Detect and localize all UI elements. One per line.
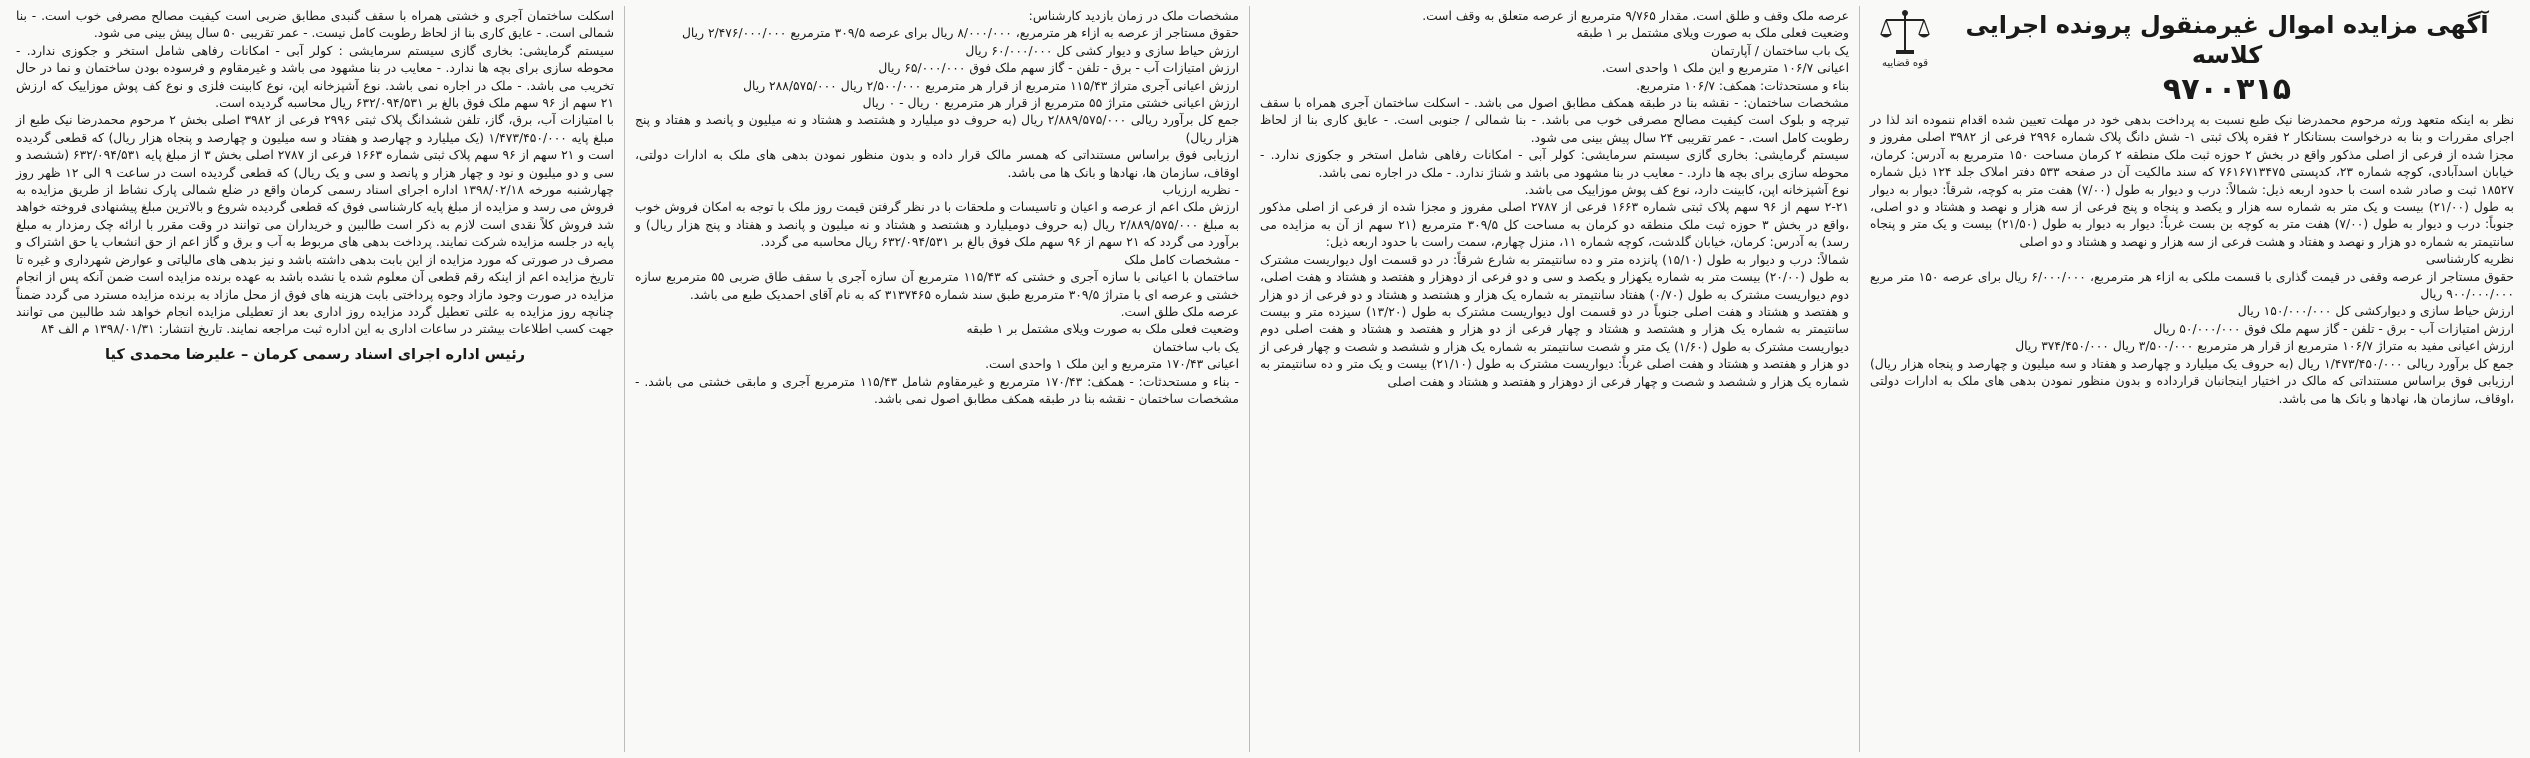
utilities-value: ارزش امتیازات آب - برق - تلفن - گاز سهم ملک فوق ۵۰/۰۰۰/۰۰۰ ریال [2153, 321, 2514, 336]
notice-title: آگهی مزایده اموال غیرمنقول پرونده اجرایی کلاسه [1965, 11, 2489, 69]
notice-header [1870, 8, 2514, 108]
skeleton-specs: اسکلت ساختمان آجری و خشتی همراه با سقف گنبدی مطابق ضربی است کیفیت مصالح مصرفی خوب است. - بنا شمالی است. - عایق کاری بنا از لحاظ رطوبت کامل نیست. - عمر تقریبی ۵۰ سال پیش بینی می شود. [16, 9, 614, 41]
land-status: عرصه ملک وقف و طلق است. مقدار ۹/۷۶۵ مترمربع از عرصه متعلق به وقف است. [1422, 9, 1849, 23]
appraiser-opinion-heading: - نظریه ارزیاب [1162, 183, 1239, 198]
utilities-value-2: ارزش امتیازات آب - برق - تلفن - گاز سهم ملک فوق ۶۵/۰۰۰/۰۰۰ ریال [878, 61, 1239, 76]
property-2-boundaries: شمالاً: درب و دیوار به طول (۱۵/۱۰) پانزده متر و ده سانتیمتر به شارع شرقاً: در دو قسمت اول دیواریست مشترک به طول (۲۰/۰۰) بیست متر به شماره یکهزار و یکصد و سی و دو فرعی از دوهزار و هفتصد و هشتاد و هفت اصلی، دوم دیواریست مشترک به طول (۰/۷۰) هفتاد سانتیمتر به شماره یک هزار و هشتصد و هشتاد و دو فرعی از دو هزار و هفتصد و هشتاد و هفت اصلی جنوباً در دو قسمت اول دیواریست مشترک به طول (۱۳/۲۰) سیزده متر و بیست سانتیمتر به شماره یک هزار و هشتصد و هشتاد و چهار فرعی از دو هزار و هفتصد و هشتاد و هفت اصلی دوم دیواریست مشترک به طول (۱/۶۰) یک متر و شصت سانتیمتر به شماره یک هزار و ششصد و شصت و چهار فرعی از دو هزار و هفتصد و هشتاد و هفت اصلی غرباً: دیواریست مشترک به طول (۲۱/۱۰) بیست و یک متر و ده سانتیمتر به شماره یک هزار و ششصد و شصت و چهار فرعی از دوهزار و هفتصد و هشتاد و هفت اصلی [1260, 252, 1849, 389]
signature-line: رئیس اداره اجرای اسناد رسمی کرمان – علیرضا محمدی کیا [105, 346, 525, 363]
auction-terms: با امتیازات آب، برق، گاز، تلفن ششدانگ پلاک ثبتی ۲۹۹۶ فرعی از ۳۹۸۲ اصلی بخش ۲ مرحوم محمدرضا نیک طبع از مبلغ پایه ۱/۴۷۳/۴۵۰/۰۰۰ (یک میلیارد و چهارصد و هفتاد و سه میلیون و چهارصد و پنجاه هزار ریال) که قطعی گردیده است و ۲۱ سهم از ۹۶ سهم پلاک ثبتی شماره ۱۶۶۳ فرعی از ۲۷۸۷ اصلی بخش ۳ از مبلغ پایه ۶۳۲/۰۹۴/۵۳۱ (ششصد و سی و دو میلیون و نود و چهار هزار و پانصد و سی و یک ریال) که قطعی گردیده است در ساعت ۹ الی ۱۲ ظهر روز چهارشنبه مورخه ۱۳۹۸/۰۲/۱۸ اداره اجرای اسناد رسمی کرمان واقع در ضلع شمالی پارک نشاط از طریق مزایده به فروش می رسد و مزایده از مبلغ پایه کارشناسی فوق که قطعی گردیده شروع و بالاترین مبلغ پیشنهادی فروخته خواهد شد فروش کلاً نقدی است لازم به ذکر است طالبین و خریداران می توانند در وقت مقرر با ارائه چک رمزدار به مبلغ پایه در جلسه مزایده شرکت نمایند. پرداخت بدهی های مربوط به آب و برق و گاز اعم از حق انشعاب یا حق اشتراک و مصرف در صورتی که مورد مزایده از این بابت بدهی داشته باشد و نیز بدهی های مالیاتی و عوارض شهرداری و غیره تا تاریخ مزایده اعم از اینکه رقم قطعی آن معلوم شده یا نشده باشد به عهده برنده مزایده است ضمن آنکه پس از انجام مزایده در صورت وجود مازاد وجوه پرداختی بابت هزینه های فوق از محل مازاد به برنده مزایده مسترد می گردد ضمناً چنانچه روز مزایده به علتی تعطیل گردد مزایده روز اداری بعد از تعطیلی مزایده انجام خواهد شد طالبین می توانند جهت کسب اطلاعات بیشتر در ساعات اداری به این اداره ثبت مراجعه نمایند. تاریخ انتشار: ۱۳۹۸/۰۱/۳۱ م الف ۸۴ [16, 113, 615, 337]
inspection-heading: مشخصات ملک در زمان بازدید کارشناس: [1028, 9, 1239, 23]
notice-column-2 [1249, 6, 1859, 752]
property-1-description: نظر به اینکه متعهد ورثه مرحوم محمدرضا نیک طبع نسبت به پرداخت بدهی خود در مهلت تعیین شده اقدام ننموده اند لذا در اجرای مقررات و بنا به درخواست بستانکار ۲ فقره پلاک ثبتی ۱- شش دانگ پلاک شماره ۲۹۹۶ فرعی از ۳۹۸۲ اصلی مفروز و مجزا شده از فرعی از اصلی مذکور واقع در بخش ۲ حوزه ثبت ملک منطقه ۲ کرمان مساحت ۱۵۰ مترمربع به آدرس: کرمان، خیابان اسدآبادی، کوچه شماره ۲۳، کدپستی ۷۶۱۶۷۱۳۴۷۵ که سند مالکیت آن در صفحه ۵۳۳ دفتر املاک جلد ۱۲۴ ذیل شماره ۱۸۵۲۷ ثبت و صادر شده است با حدود اربعه ذیل: شمالاً: درب و دیوار به طول (۷/۰۰) هفت متر به کوچه، شرقاً: دیوار به دیوار به طول (۲۱/۰۰) بیست و یک متر به شماره سه هزار و یکصد و پنجاه و پنج فرعی از سه هزار و نهصد و هشتاد و دو اصلی، جنوباً: درب و دیوار به طول (۷/۰۰) هفت متر به کوچه بن بست غرباً: دیوار به دیوار به طول (۲۱/۵۰) بیست و یک متر و پنجاه سانتیمتر به شماره دو هزار و نهصد و هفتاد و هشت فرعی از سه هزار و نهصد و هشتاد و دو اصلی [1870, 113, 2515, 249]
structure-description: ساختمان با اعیانی با سازه آجری و خشتی که ۱۱۵/۴۳ مترمربع آن سازه آجری با سقف طاق ضربی ۵۵ مترمربع سازه خشتی و عرصه ای با متراژ ۳۰۹/۵ مترمربع طبق سند شماره ۳۱۳۷۴۶۵ که به نام آقای احمدیک طبع می باشد. [635, 270, 1239, 302]
building-area: اعیانی ۱۰۶/۷ مترمربع و این ملک ۱ واحدی است. [1601, 61, 1849, 76]
notice-column-4 [6, 6, 624, 752]
heating-cooling-2: سیستم گرمایشی: بخاری گازی سیستم سرمایشی : کولر آبی - امکانات رفاهی شامل استخر و جکوزی ندارد. - محوطه سازی برای بچه ها ندارد. - معایب در بنا مشهود می باشد و غیرمقاوم و فرسوده بودن ساختمان و نما در حال تخریب می باشد. - ملک در اجاره نمی باشد. نوع آشپزخانه اپن، نوع کابینت فلزی و نوع کف پوش موزاییک که ارزش ۲۱ سهم از ۹۶ سهم ملک فوق بالغ بر ۶۳۲/۰۹۴/۵۳۱ ریال محاسبه گردیده است. [16, 43, 614, 111]
brick-building-value: ارزش اعیانی آجری متراژ ۱۱۵/۴۳ مترمربع از قرار هر مترمربع ۲/۵۰۰/۰۰۰ ریال ۲۸۸/۵۷۵/۰۰۰ ریال [743, 78, 1239, 93]
building-count-2: یک باب ساختمان [1152, 339, 1239, 354]
emblem-label: قوه قضاییه [1881, 58, 1929, 69]
yard-wall-value-2: ارزش حیاط سازی و دیوار کشی کل ۶۰/۰۰۰/۰۰۰ ریال [965, 43, 1239, 58]
total-estimate: جمع کل برآورد ریالی ۱/۴۷۳/۴۵۰/۰۰۰ ریال (به حروف یک میلیارد و چهارصد و هفتاد و سه میلیون و چهارصد و پنجاه هزار ریال) ارزیابی فوق براساس مستنداتی که مالک در اختیار اینجانبان قرارداده و بدون منظور نمودن بدهی های ملک به ادارات دولتی ،اوقاف، سازمان ها، نهادها و بانک ها می باشد. [1870, 356, 2514, 406]
tenant-rights-value-2: حقوق مستاجر از عرصه به ازاء هر مترمربع، ۸/۰۰۰/۰۰۰ ریال برای عرصه ۳۰۹/۵ مترمربع ۲/۴۷۶/۰۰۰/۰۰۰ ریال [681, 26, 1239, 41]
yard-wall-value: ارزش حیاط سازی و دیوارکشی کل ۱۵۰/۰۰۰/۰۰۰ ریال [2237, 304, 2514, 319]
building-area-2: اعیانی ۱۷۰/۴۳ مترمربع و این ملک ۱ واحدی است. [985, 357, 1239, 372]
scales-of-justice-icon [1878, 8, 1932, 58]
land-status-2: عرصه ملک طلق است. [1120, 304, 1239, 319]
current-status-2: وضعیت فعلی ملک به صورت ویلای مشتمل بر ۱ طبقه [966, 322, 1239, 337]
total-estimate-2: جمع کل برآورد ریالی ۲/۸۸۹/۵۷۵/۰۰۰ ریال (به حروف دو میلیارد و هشتصد و هشتاد و نه میلیون و پانصد و هفتاد و پنج هزار ریال) [635, 113, 1240, 145]
notice-column-3 [624, 6, 1249, 752]
current-status: وضعیت فعلی ملک به صورت ویلای مشتمل بر ۱ طبقه [1576, 26, 1849, 41]
case-number: ۹۷۰۰۳۱۵ [2162, 72, 2292, 107]
tenant-rights-value: حقوق مستاجر از عرصه وقفی در قیمت گذاری با قسمت ملکی به ازاء هر مترمربع، ۶/۰۰۰/۰۰۰ ریال برای عرصه ۱۵۰ متر مربع ۹۰۰/۰۰۰/۰۰۰ ریال [1870, 269, 2514, 302]
notice-column-1 [1859, 6, 2524, 752]
appraiser-opinion: ارزش ملک اعم از عرصه و اعیان و تاسیسات و ملحقات با در نظر گرفتن قیمت روز ملک با توجه به امکان فروش خوب به مبلغ ۲/۸۸۹/۵۷۵/۰۰۰ ریال (به حروف دومیلیارد و هشتصد و هشتاد و نه میلیون و پانصد و هفتاد و پنج هزار ریال) و برآورد می گردد که ۲۱ سهم از ۹۶ سهم ملک فوق بالغ بر ۶۳۲/۰۹۴/۵۳۱ ریال محاسبه می گردد. [635, 200, 1240, 250]
estimate-basis: ارزیابی فوق براساس مستنداتی که همسر مالک قرار داده و بدون منظور نمودن بدهی های ملک به ادارات دولتی، اوقاف، سازمان ها، نهادها و بانک ها می باشد. [635, 148, 1239, 180]
ground-floor-area: بناء و مستحدثات: همکف: ۱۰۶/۷ مترمربع. [1636, 78, 1849, 93]
construction-details: - بناء و مستحدثات: - همکف: ۱۷۰/۴۳ مترمربع و غیرمقاوم شامل ۱۱۵/۴۳ مترمربع آجری و مابقی خشتی می باشد. - مشخصات ساختمان - نقشه بنا در طبقه همکف مطابق اصول نمی باشد. [635, 374, 1239, 406]
full-specs-heading: - مشخصات کامل ملک [1124, 252, 1239, 267]
notice-title-block [1940, 8, 2514, 108]
mud-brick-building-value: ارزش اعیانی خشتی متراژ ۵۵ مترمربع از قرار هر مترمربع ۰ ریال - ۰ ریال [862, 96, 1239, 111]
building-count: یک باب ساختمان / آپارتمان [1710, 43, 1849, 58]
building-value: ارزش اعیانی مفید به متراژ ۱۰۶/۷ مترمربع از قرار هر مترمربع ۳/۵۰۰/۰۰۰ ریال ۳۷۴/۴۵۰/۰۰۰ ریال [2015, 339, 2514, 354]
judiciary-emblem [1870, 8, 1940, 80]
kitchen-flooring: نوع آشپزخانه اپن، کابینت دارد، نوع کف پوش موزاییک می باشد. [1524, 183, 1849, 198]
heating-cooling: سیستم گرمایشی: بخاری گازی سیستم سرمایشی: کولر آبی - امکانات رفاهی شامل استخر و جکوزی ندارد. - محوطه سازی برای بچه ها دارد. - معایب در بنا مشهود می باشد و شناژ ندارد. - ملک در اجاره نمی باشد. [1260, 148, 1849, 180]
expert-opinion-heading: نظریه کارشناسی [2425, 252, 2514, 267]
building-specs: مشخصات ساختمان: - نقشه بنا در طبقه همکف مطابق اصول می باشد. - اسکلت ساختمان آجری همراه با سقف تیرچه و بلوک است کیفیت مصالح مصرفی خوب می باشد. - بنا شمالی / جنوبی است. - عایق کاری بنا از لحاظ رطوبت کامل است. - عمر تقریبی ۲۴ سال پیش بینی می شود. [1260, 96, 1849, 145]
property-2-description: ۲-۲۱ سهم از ۹۶ سهم پلاک ثبتی شماره ۱۶۶۳ فرعی از ۲۷۸۷ اصلی مفروز و مجزا شده از فرعی از اصلی مذکور ،واقع در بخش ۳ حوزه ثبت ملک منطقه دو کرمان به مساحت کل ۳۰۹/۵ مترمربع (۲۱ سهم از آن به مزایده می رسد) به آدرس: کرمان، خیابان گلدشت، کوچه شماره ۱۱، منزل چهارم، سمت راست با حدود اربعه ذیل: [1260, 200, 1849, 250]
